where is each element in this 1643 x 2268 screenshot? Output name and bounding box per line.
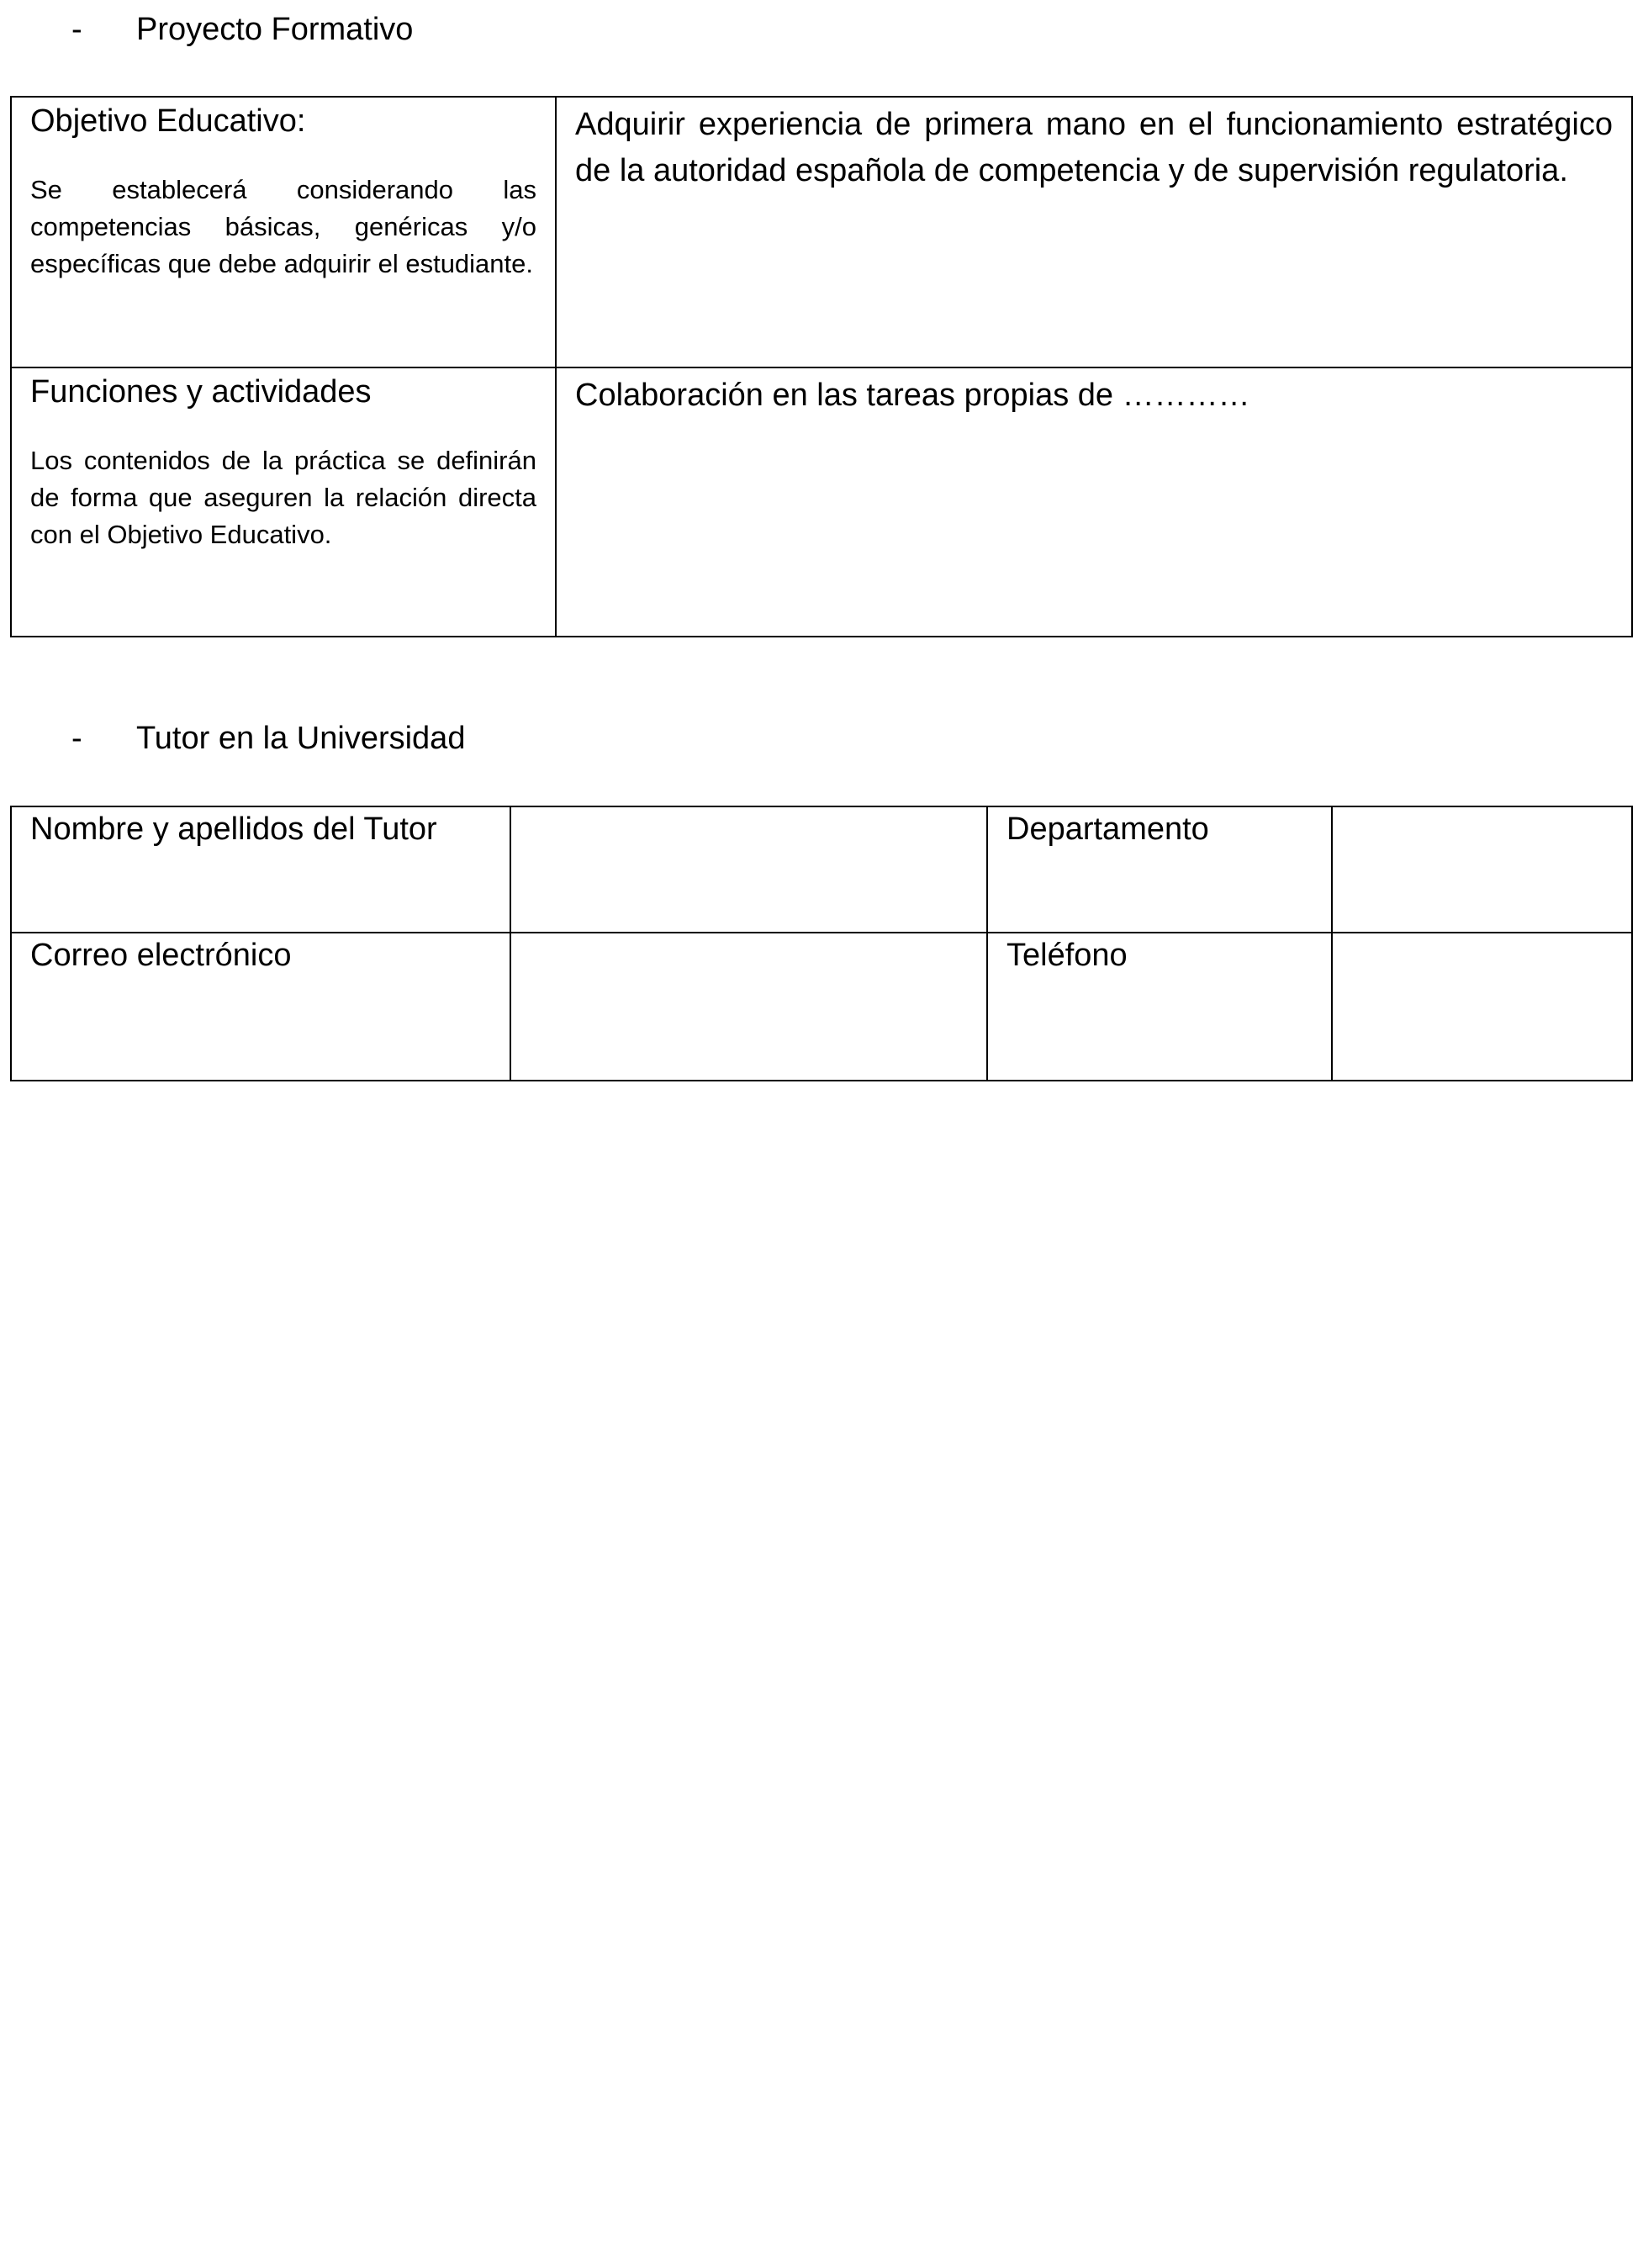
- list-dash: -: [71, 12, 82, 47]
- objetivo-educativo-value: Adquirir experiencia de primera mano en el funcionamiento estratégico de la autoridad española de competencia y de supervisión regulatoria.: [575, 107, 1613, 188]
- funciones-actividades-value: Colaboración en las tareas propias de …………: [575, 378, 1250, 413]
- department-field[interactable]: [1332, 806, 1632, 933]
- section-title: Proyecto Formativo: [136, 12, 414, 47]
- email-field[interactable]: [510, 933, 987, 1081]
- tutor-name-label: Nombre y apellidos del Tutor: [11, 806, 510, 933]
- department-label: Departamento: [987, 806, 1332, 933]
- tutor-name-field[interactable]: [510, 806, 987, 933]
- phone-field[interactable]: [1332, 933, 1632, 1081]
- table-row: [11, 97, 1632, 367]
- tutor-universidad-table: [10, 806, 1633, 1081]
- funciones-actividades-note: Los contenidos de la práctica se definirán de forma que aseguren la relación directa con el Objetivo Educativo.: [30, 446, 536, 549]
- list-dash: -: [71, 721, 82, 756]
- objetivo-educativo-label-cell: [11, 97, 556, 367]
- email-label: Correo electrónico: [11, 933, 510, 1081]
- funciones-actividades-label-cell: [11, 367, 556, 637]
- table-row: [11, 806, 1632, 933]
- section-title: Tutor en la Universidad: [136, 721, 466, 756]
- objetivo-educativo-note: Se establecerá considerando las competencias básicas, genéricas y/o específicas que debe adquirir el estudiante.: [30, 175, 536, 278]
- objetivo-educativo-label: Objetivo Educativo:: [30, 103, 306, 139]
- table-row: [11, 933, 1632, 1081]
- objetivo-educativo-value-cell[interactable]: [556, 97, 1632, 367]
- funciones-actividades-value-cell[interactable]: [556, 367, 1632, 637]
- table-row: [11, 367, 1632, 637]
- phone-label: Teléfono: [987, 933, 1332, 1081]
- proyecto-formativo-table: [10, 96, 1633, 637]
- funciones-actividades-label: Funciones y actividades: [30, 374, 372, 410]
